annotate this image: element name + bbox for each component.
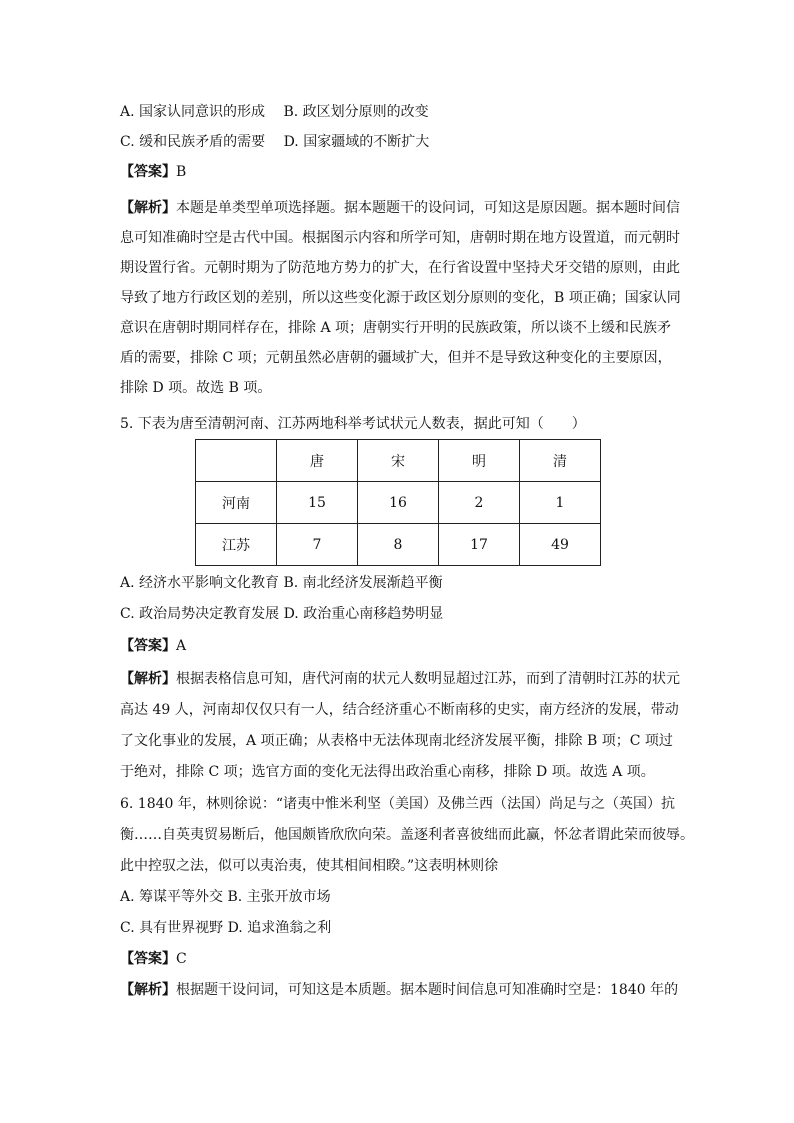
table-cell: 1 <box>520 482 601 524</box>
q5-answer <box>120 636 680 656</box>
table-header-cell: 唐 <box>277 440 358 482</box>
table-cell: 8 <box>358 524 439 566</box>
scholar-count-table <box>195 439 601 566</box>
answer-value: B <box>176 164 187 180</box>
table-cell: 2 <box>439 482 520 524</box>
q6-stem-line-3: 此中控驭之法，似可以夷治夷，使其相间相睽。”这表明林则徐 <box>120 858 499 874</box>
table-cell: 17 <box>439 524 520 566</box>
q4-analysis-line-4: 导致了地方行政区划的差别，所以这些变化源于政区划分原则的变化，B 项正确；国家认同 <box>120 290 681 306</box>
table-row-label: 江苏 <box>196 524 277 566</box>
table-cell: 15 <box>277 482 358 524</box>
answer-value: C <box>176 951 187 967</box>
q5-stem: 5. 下表为唐至清朝河南、江苏两地科举考试状元人数表，据此可知（ ） <box>120 416 586 432</box>
answer-tag: 【答案】 <box>120 164 176 180</box>
analysis-tag: 【解析】 <box>120 671 176 687</box>
q5-options-line-1: A. 经济水平影响文化教育 B. 南北经济发展渐趋平衡 <box>120 575 443 591</box>
q4-analysis-line-2: 息可知准确时空是古代中国。根据图示内容和所学可知，唐朝时期在地方设置道，而元朝时 <box>120 230 680 246</box>
table-header-cell: 宋 <box>358 440 439 482</box>
q5-options-line-2: C. 政治局势决定教育发展 D. 政治重心南移趋势明显 <box>120 606 444 622</box>
q6-options-line-1: A. 筹谋平等外交 B. 主张开放市场 <box>120 889 331 905</box>
q6-stem-line-1: 6. 1840 年，林则徐说：“诸夷中惟米利坚（美国）及佛兰西（法国）尚足与之（英国）抗 <box>120 796 676 812</box>
q4-analysis-line-1 <box>120 198 680 218</box>
analysis-text: 根据表格信息可知，唐代河南的状元人数明显超过江苏，而到了清朝时江苏的状元 <box>176 671 680 687</box>
q4-options-line-2: C. 缓和民族矛盾的需要 D. 国家疆域的不断扩大 <box>120 134 430 150</box>
q5-analysis-line-1 <box>120 669 680 689</box>
q4-analysis-line-3: 期设置行省。元朝时期为了防范地方势力的扩大，在行省设置中坚持犬牙交错的原则，由此 <box>120 260 680 276</box>
q4-analysis-line-7: 排除 D 项。故选 B 项。 <box>120 380 272 396</box>
q5-analysis-line-2: 高达 49 人，河南却仅仅只有一人，结合经济重心不断南移的史实，南方经济的发展，带动 <box>120 702 679 718</box>
table-cell: 7 <box>277 524 358 566</box>
table-row <box>196 482 601 524</box>
table-header-cell: 明 <box>439 440 520 482</box>
answer-tag: 【答案】 <box>120 951 176 967</box>
table-cell: 16 <box>358 482 439 524</box>
answer-tag: 【答案】 <box>120 638 176 654</box>
table-row-label: 河南 <box>196 482 277 524</box>
q5-analysis-line-3: 了文化事业的发展，A 项正确；从表格中无法体现南北经济发展平衡，排除 B 项；C 项过 <box>120 733 673 749</box>
table-cell: 49 <box>520 524 601 566</box>
table-header-cell: 清 <box>520 440 601 482</box>
q6-answer <box>120 949 680 969</box>
q5-analysis-line-4: 于绝对，排除 C 项；选官方面的变化无法得出政治重心南移，排除 D 项。故选 A 项。 <box>120 764 655 780</box>
q6-stem-line-2: 衡……自英夷贸易断后，他国颇皆欣欣向荣。盖逐利者喜彼绌而此赢，怀忿者谓此荣而彼辱。 <box>120 827 694 843</box>
q4-analysis-line-5: 意识在唐朝时期同样存在，排除 A 项；唐朝实行开明的民族政策，所以谈不上缓和民族矛 <box>120 320 672 336</box>
q4-answer <box>120 162 680 182</box>
q4-options-line-1: A. 国家认同意识的形成 B. 政区划分原则的改变 <box>120 104 429 120</box>
q4-analysis-line-6: 盾的需要，排除 C 项；元朝虽然必唐朝的疆域扩大，但并不是导致这种变化的主要原因， <box>120 350 672 366</box>
analysis-text: 根据题干设问词，可知这是本质题。据本题时间信息可知准确时空是：1840 年的 <box>176 982 679 998</box>
table-header-cell <box>196 440 277 482</box>
table-row <box>196 524 601 566</box>
answer-value: A <box>176 638 187 654</box>
q6-options-line-2: C. 具有世界视野 D. 追求渔翁之利 <box>120 920 332 936</box>
q6-analysis-line-1 <box>120 980 680 1000</box>
analysis-tag: 【解析】 <box>120 982 176 998</box>
analysis-tag: 【解析】 <box>120 200 176 216</box>
table-header-row <box>196 440 601 482</box>
analysis-text: 本题是单类型单项选择题。据本题题干的设问词，可知这是原因题。据本题时间信 <box>176 200 680 216</box>
